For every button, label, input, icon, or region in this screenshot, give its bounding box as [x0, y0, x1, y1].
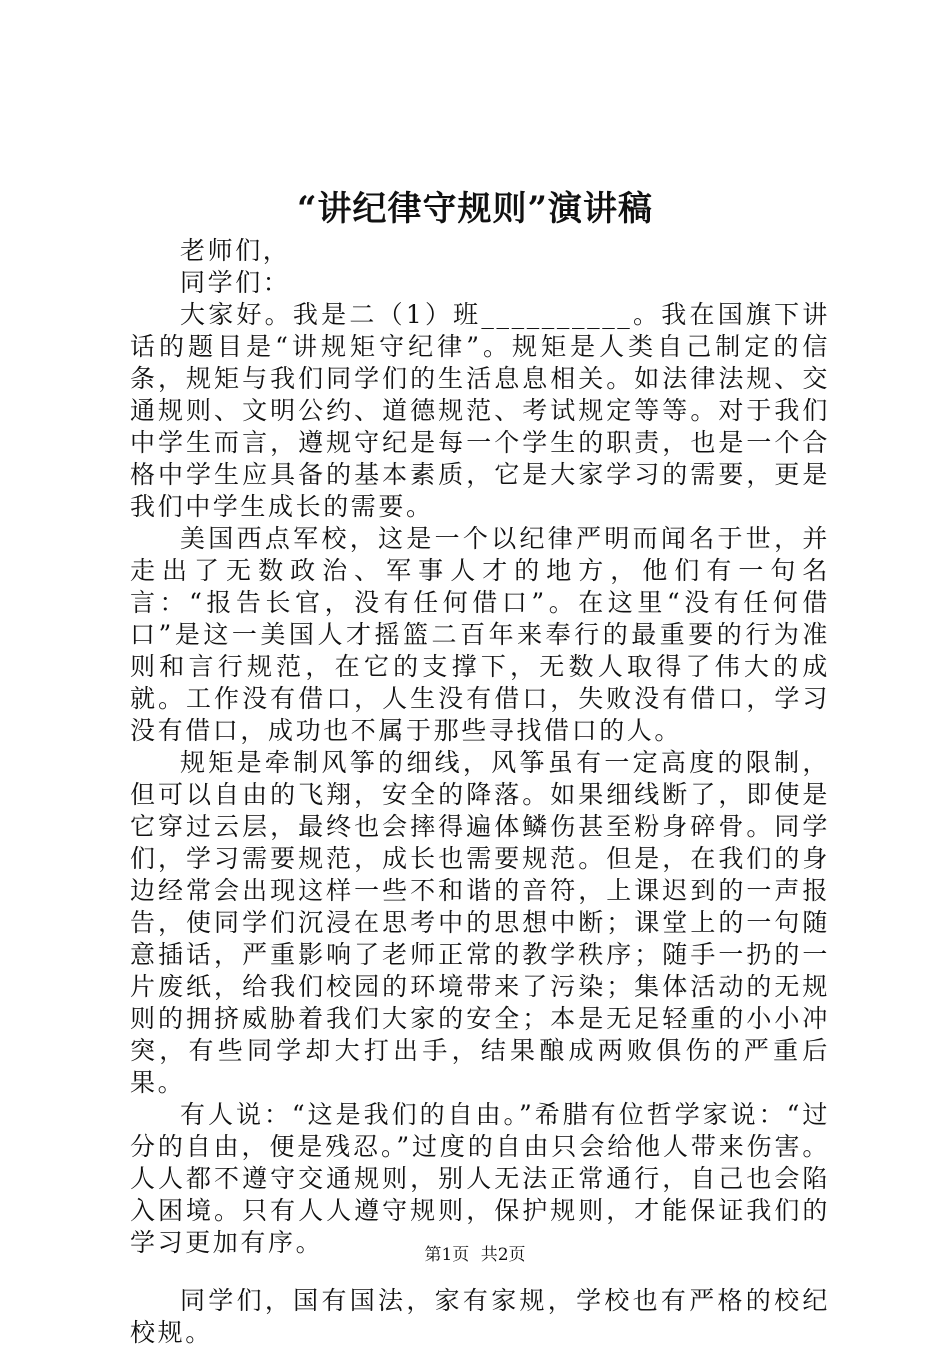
document-body — [130, 235, 830, 1349]
paragraph-westpoint: 美国西点军校，这是一个以纪律严明而闻名于世，并走出了无数政治、军事人才的地方，他们有一句名言：“报告长官，没有任何借口”。在这里“没有任何借口”是这一美国人才摇篮二百年来奉行的最重要的行为准则和言行规范，在它的支撑下，无数人取得了伟大的成就。工作没有借口，人生没有借口，失败没有借口，学习没有借口，成功也不属于那些寻找借口的人。 — [130, 524, 830, 745]
page-footer — [0, 1244, 950, 1266]
salutation-teachers: 老师们， — [180, 236, 291, 265]
salutation-students: 同学们： — [180, 268, 291, 297]
page-total: 共2页 — [480, 1245, 526, 1265]
paragraph-rules: 同学们，国有国法，家有家规，学校也有严格的校纪校规。 — [130, 1286, 830, 1347]
page-title: “讲纪律守规则”演讲稿 — [296, 189, 654, 229]
paragraph-freedom: 有人说：“这是我们的自由。”希腊有位哲学家说：“过分的自由，便是残忍。”过度的自由只会给他人带来伤害。人人都不遵守交通规则，别人无法正常通行，自己也会陷入困境。只有人人遵守规则，保护规则，才能保证我们的学习更加有序。 — [130, 1100, 830, 1257]
paragraph-intro: 大家好。我是二（1）班__________。我在国旗下讲话的题目是“讲规矩守纪律”。规矩是人类自己制定的信条，规矩与我们同学们的生活息息相关。如法律法规、交通规则、文明公约、道德规范、考试规定等等。对于我们中学生而言，遵规守纪是每一个学生的职责，也是一个合格中学生应具备的基本素质，它是大家学习的需要，更是我们中学生成长的需要。 — [130, 300, 830, 521]
paragraph-kite: 规矩是牵制风筝的细线，风筝虽有一定高度的限制，但可以自由的飞翔，安全的降落。如果细线断了，即使是它穿过云层，最终也会摔得遍体鳞伤甚至粉身碎骨。同学们，学习需要规范，成长也需要规范。但是，在我们的身边经常会出现这样一些不和谐的音符，上课迟到的一声报告，使同学们沉浸在思考中的思想中断；课堂上的一句随意插话，严重影响了老师正常的教学秩序；随手一扔的一片废纸，给我们校园的环境带来了污染；集体活动的无规则的拥挤威胁着我们大家的安全；本是无足轻重的小小冲突，有些同学却大打出手，结果酿成两败俱伤的严重后果。 — [130, 748, 830, 1097]
page-number: 第1页 — [424, 1245, 470, 1265]
